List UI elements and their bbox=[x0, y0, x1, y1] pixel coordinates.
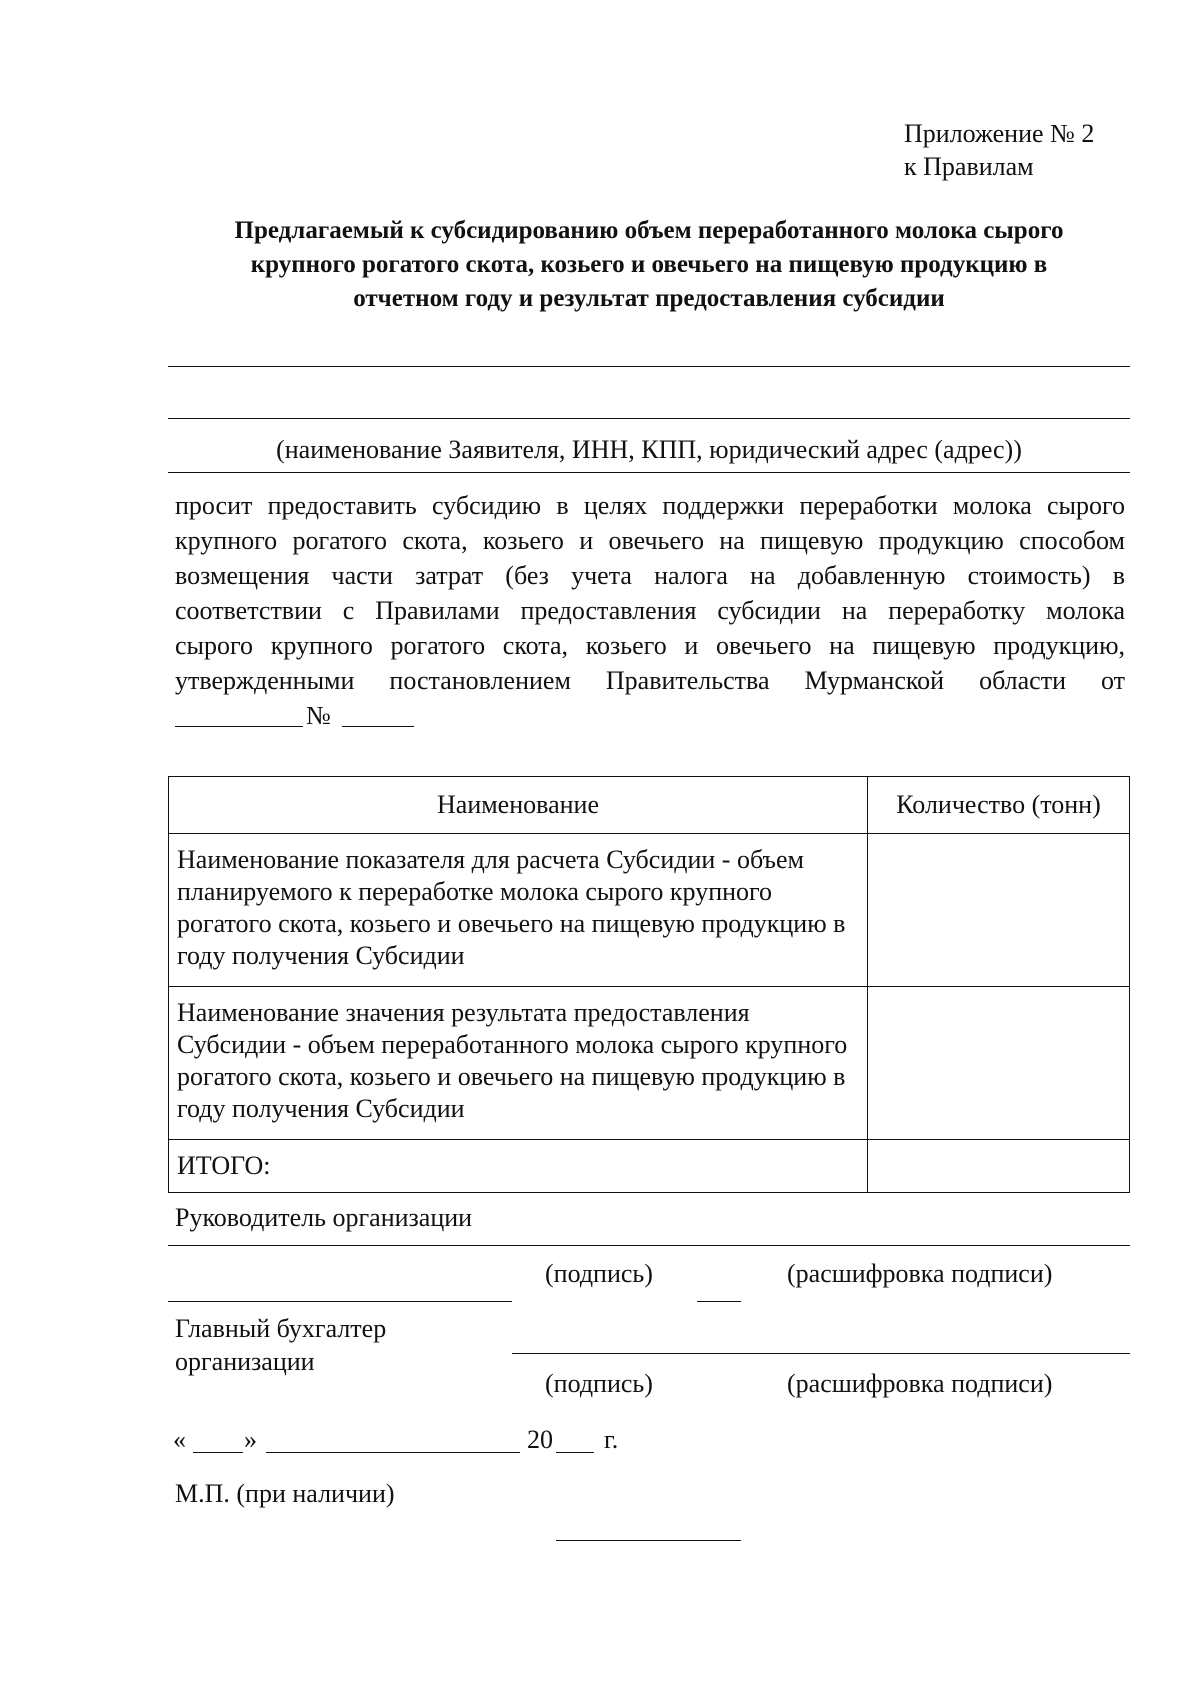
applicant-caption: (наименование Заявителя, ИНН, КПП, юридический адрес (адрес)) bbox=[276, 435, 1022, 464]
accountant-decode-caption: (расшифровка подписи) bbox=[787, 1369, 1053, 1398]
total-value-cell[interactable] bbox=[868, 1140, 1130, 1193]
accountant-label-1: Главный бухгалтер bbox=[175, 1314, 387, 1343]
date-month-blank[interactable] bbox=[266, 1452, 520, 1453]
request-line-2: крупного рогатого скота, козьего и овечьего на пищевую продукцию способом bbox=[175, 526, 1125, 555]
request-paragraph bbox=[175, 488, 1125, 698]
accountant-signature-line[interactable] bbox=[512, 1353, 1130, 1354]
accountant-signature-caption: (подпись) bbox=[545, 1369, 653, 1398]
resolution-number-blank[interactable] bbox=[342, 726, 414, 727]
number-sign: № bbox=[306, 701, 331, 730]
caption-underline bbox=[168, 472, 1130, 473]
head-label: Руководитель организации bbox=[175, 1203, 473, 1232]
applicant-blank-line-1[interactable] bbox=[168, 366, 1130, 367]
appendix-number: Приложение № 2 bbox=[904, 119, 1095, 148]
date-open-quote: « bbox=[173, 1425, 186, 1454]
request-line-6: утвержденными постановлением Правительства Мурманской области от bbox=[175, 666, 1125, 695]
applicant-blank-line-2[interactable] bbox=[168, 418, 1130, 419]
document-title bbox=[160, 214, 1138, 316]
resolution-date-blank[interactable] bbox=[175, 726, 303, 727]
head-signature-line[interactable] bbox=[168, 1301, 512, 1302]
table-header-row bbox=[169, 777, 1130, 834]
total-label: ИТОГО: bbox=[169, 1140, 868, 1193]
request-line-4: соответствии с Правилами предоставления субсидии на переработку молока bbox=[175, 596, 1125, 625]
head-short-dash bbox=[697, 1301, 741, 1302]
header-name: Наименование bbox=[169, 777, 868, 834]
date-year-suffix: г. bbox=[604, 1425, 619, 1454]
stamp-label: М.П. (при наличии) bbox=[175, 1479, 395, 1508]
date-day-blank[interactable] bbox=[193, 1452, 243, 1453]
title-line-1: Предлагаемый к субсидированию объем переработанного молока сырого bbox=[234, 217, 1064, 244]
request-line-1: просит предоставить субсидию в целях поддержки переработки молока сырого bbox=[175, 491, 1125, 520]
volume-table bbox=[168, 776, 1130, 1193]
head-decode-caption: (расшифровка подписи) bbox=[787, 1259, 1053, 1288]
table-row bbox=[169, 987, 1130, 1140]
table-total-row bbox=[169, 1140, 1130, 1193]
date-close-quote: » bbox=[244, 1425, 257, 1454]
accountant-label-2: организации bbox=[175, 1347, 315, 1376]
title-line-2: крупного рогатого скота, козьего и овечьего на пищевую продукцию в bbox=[250, 251, 1048, 278]
head-signature-caption: (подпись) bbox=[545, 1259, 653, 1288]
stamp-line bbox=[556, 1540, 741, 1541]
appendix-header bbox=[904, 117, 1094, 183]
appendix-ref: к Правилам bbox=[904, 152, 1034, 181]
row-1-name: Наименование показателя для расчета Субсидии - объем планируемого к переработке молока сырого крупного рогатого скота, козьего и овечьего на пищевую продукцию в году получения Субсидии bbox=[169, 834, 868, 987]
row-2-name: Наименование значения результата предоставления Субсидии - объем переработанного молока сырого крупного рогатого скота, козьего и овечьего на пищевую продукцию в году получения Субсидии bbox=[169, 987, 868, 1140]
row-1-quantity-cell[interactable] bbox=[868, 834, 1130, 987]
header-quantity: Количество (тонн) bbox=[868, 777, 1130, 834]
row-2-quantity-cell[interactable] bbox=[868, 987, 1130, 1140]
head-name-line[interactable] bbox=[168, 1245, 1130, 1246]
request-line-5: сырого крупного рогатого скота, козьего и овечьего на пищевую продукцию, bbox=[175, 631, 1125, 660]
date-year-blank[interactable] bbox=[556, 1452, 594, 1453]
title-line-3: отчетном году и результат предоставления субсидии bbox=[353, 285, 945, 312]
date-year-prefix: 20 bbox=[527, 1425, 553, 1454]
request-line-3: возмещения части затрат (без учета налога на добавленную стоимость) в bbox=[175, 561, 1125, 590]
table-row bbox=[169, 834, 1130, 987]
